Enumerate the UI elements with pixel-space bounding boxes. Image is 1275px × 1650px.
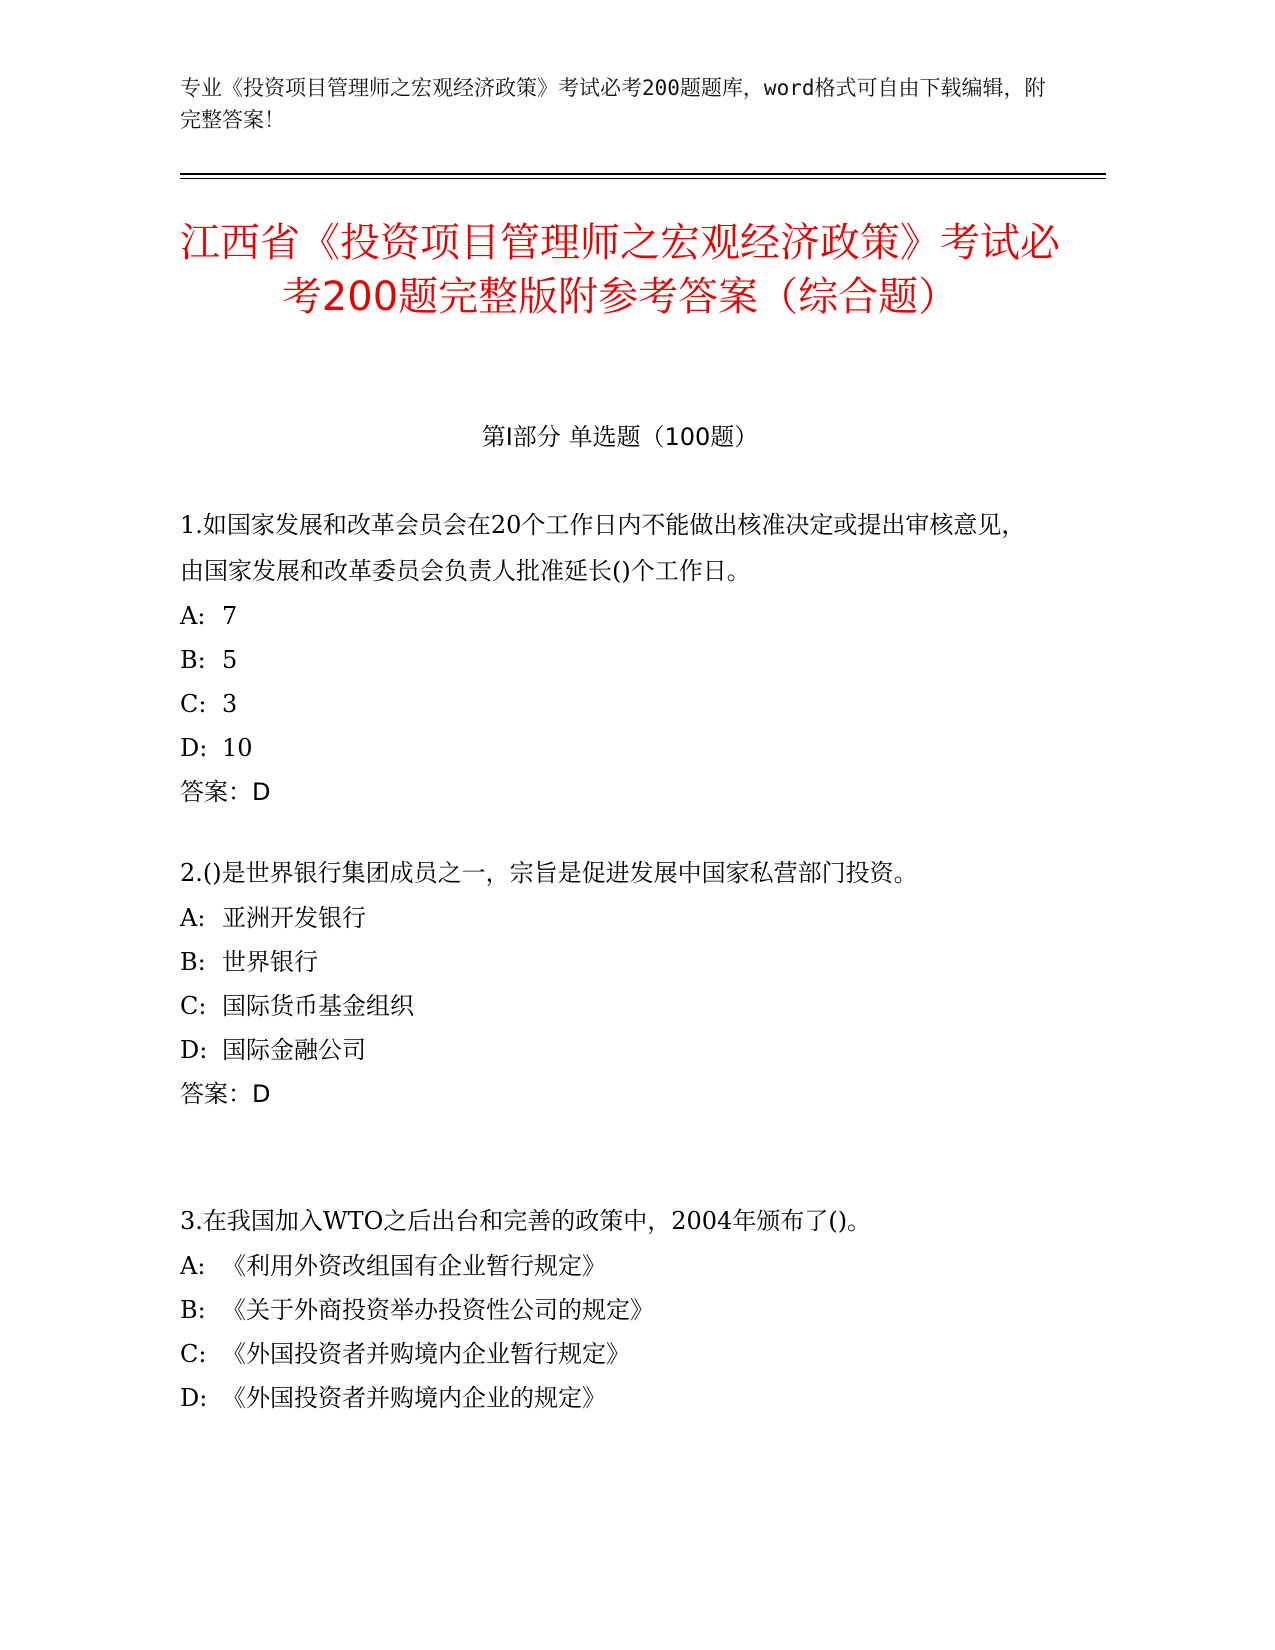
option-text: 3 — [222, 690, 238, 718]
question-text: 3.在我国加入WTO之后出台和完善的政策中，2004年颁布了()。 — [180, 1207, 872, 1235]
option-key: A: — [180, 904, 206, 932]
question-1 — [180, 502, 1040, 814]
option-text: 国际金融公司 — [222, 1036, 366, 1064]
option-key: D: — [180, 1384, 208, 1412]
option-d — [180, 726, 1040, 770]
option-text: 7 — [222, 602, 238, 630]
option-c — [180, 1332, 1040, 1376]
option-key: C: — [180, 690, 207, 718]
answer-line: 答案：D — [180, 778, 271, 806]
option-key: C: — [180, 992, 207, 1020]
option-text: 亚洲开发银行 — [222, 904, 366, 932]
option-text: 《关于外商投资举办投资性公司的规定》 — [222, 1296, 654, 1324]
option-c — [180, 682, 1040, 726]
question-text: 1.如国家发展和改革会员会在20个工作日内不能做出核准决定或提出审核意见，由国家发展和改革委员会负责人批准延长()个工作日。 — [180, 511, 1026, 585]
header-divider-thin — [180, 178, 1106, 179]
option-c — [180, 984, 1040, 1028]
option-key: A: — [180, 1252, 206, 1280]
option-key: B: — [180, 646, 206, 674]
option-b — [180, 940, 1040, 984]
document-title: 江西省《投资项目管理师之宏观经济政策》考试必考200题完整版附参考答案（综合题） — [180, 220, 1060, 320]
option-a — [180, 1244, 1040, 1288]
option-b — [180, 1288, 1040, 1332]
option-key: B: — [180, 1296, 206, 1324]
option-text: 《利用外资改组国有企业暂行规定》 — [222, 1252, 606, 1280]
option-a — [180, 594, 1040, 638]
header-note: 专业《投资项目管理师之宏观经济政策》考试必考200题题库，word格式可自由下载编辑，附完整答案！ — [180, 76, 1046, 132]
option-key: B: — [180, 948, 206, 976]
option-d — [180, 1028, 1040, 1072]
question-3 — [180, 1198, 1040, 1420]
answer-line: 答案：D — [180, 1080, 271, 1108]
option-a — [180, 896, 1040, 940]
section-title: 第I部分 单选题（100题） — [481, 423, 759, 451]
option-d — [180, 1376, 1040, 1420]
option-key: D: — [180, 1036, 208, 1064]
option-text: 世界银行 — [222, 948, 318, 976]
option-text: 10 — [222, 734, 253, 762]
question-2 — [180, 850, 1040, 1116]
header-divider-thick — [180, 173, 1106, 175]
option-text: 《外国投资者并购境内企业的规定》 — [222, 1384, 606, 1412]
option-text: 国际货币基金组织 — [222, 992, 414, 1020]
option-key: C: — [180, 1340, 207, 1368]
option-text: 5 — [222, 646, 238, 674]
question-text: 2.()是世界银行集团成员之一，宗旨是促进发展中国家私营部门投资。 — [180, 859, 918, 887]
option-key: A: — [180, 602, 206, 630]
option-key: D: — [180, 734, 208, 762]
option-b — [180, 638, 1040, 682]
option-text: 《外国投资者并购境内企业暂行规定》 — [222, 1340, 630, 1368]
